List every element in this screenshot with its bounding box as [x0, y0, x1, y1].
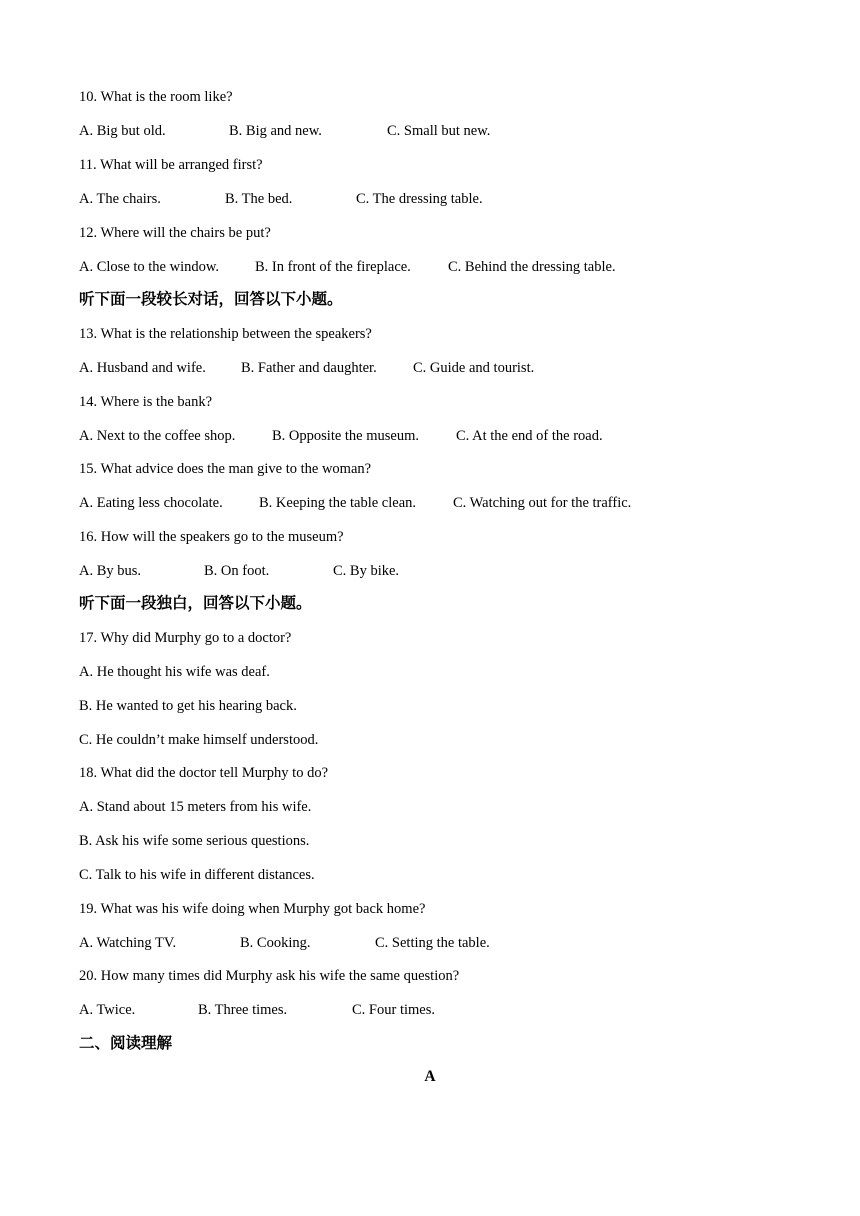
option-c: C. Small but new.	[387, 123, 491, 139]
option-c: C. Four times.	[352, 1002, 435, 1018]
question-16: 16. How will the speakers go to the museum?	[79, 529, 344, 545]
passage-label: A	[424, 1068, 436, 1085]
option-b: B. Opposite the museum.	[272, 428, 420, 444]
option-a: A. By bus.	[79, 563, 142, 579]
option-c: C. Talk to his wife in different distances.	[79, 867, 315, 883]
section-heading-reading: 二、阅读理解	[79, 1034, 173, 1052]
question-12: 12. Where will the chairs be put?	[79, 225, 271, 241]
options-11	[79, 190, 483, 208]
option-a: A. Next to the coffee shop.	[79, 428, 236, 444]
options-15	[79, 494, 631, 512]
option-a: A. Twice.	[79, 1002, 136, 1018]
question-18: 18. What did the doctor tell Murphy to do?	[79, 765, 329, 781]
option-a: A. Watching TV.	[79, 935, 177, 951]
options-14	[79, 427, 603, 445]
question-15: 15. What advice does the man give to the woman?	[79, 461, 372, 477]
option-b: B. Father and daughter.	[241, 360, 377, 376]
question-11: 11. What will be arranged first?	[79, 157, 263, 173]
option-b: B. He wanted to get his hearing back.	[79, 698, 297, 714]
option-b: B. Keeping the table clean.	[259, 495, 417, 511]
question-20: 20. How many times did Murphy ask his wife the same question?	[79, 968, 460, 984]
option-b: B. Three times.	[198, 1002, 288, 1018]
option-a: A. Husband and wife.	[79, 360, 206, 376]
option-c: C. By bike.	[333, 563, 400, 579]
option-a: A. He thought his wife was deaf.	[79, 664, 270, 680]
option-b: B. In front of the fireplace.	[255, 259, 411, 275]
section-heading-long-dialogue: 听下面一段较长对话，回答以下小题。	[79, 290, 343, 308]
option-a: A. Eating less chocolate.	[79, 495, 223, 511]
question-19: 19. What was his wife doing when Murphy got back home?	[79, 901, 426, 917]
question-17: 17. Why did Murphy go to a doctor?	[79, 630, 292, 646]
question-13: 13. What is the relationship between the speakers?	[79, 326, 372, 342]
option-c: C. He couldn’t make himself understood.	[79, 732, 319, 748]
question-10: 10. What is the room like?	[79, 89, 233, 105]
option-a: A. The chairs.	[79, 191, 161, 207]
option-b: B. The bed.	[225, 191, 293, 207]
option-c: C. Setting the table.	[375, 935, 490, 951]
option-c: C. Behind the dressing table.	[448, 259, 616, 275]
section-heading-monologue: 听下面一段独白，回答以下小题。	[79, 594, 312, 612]
options-13	[79, 359, 534, 377]
option-a: A. Close to the window.	[79, 259, 220, 275]
option-b: B. On foot.	[204, 563, 270, 579]
option-b: B. Cooking.	[240, 935, 311, 951]
options-12	[79, 258, 616, 276]
option-a: A. Stand about 15 meters from his wife.	[79, 799, 312, 815]
option-c: C. Watching out for the traffic.	[453, 495, 632, 511]
option-c: C. The dressing table.	[356, 191, 483, 207]
options-16	[79, 562, 399, 580]
option-c: C. At the end of the road.	[456, 428, 603, 444]
options-19	[79, 934, 490, 952]
option-b: B. Ask his wife some serious questions.	[79, 833, 310, 849]
question-14: 14. Where is the bank?	[79, 394, 213, 410]
option-b: B. Big and new.	[229, 123, 322, 139]
option-c: C. Guide and tourist.	[413, 360, 535, 376]
options-20	[79, 1001, 435, 1019]
option-a: A. Big but old.	[79, 123, 166, 139]
options-10	[79, 122, 490, 140]
